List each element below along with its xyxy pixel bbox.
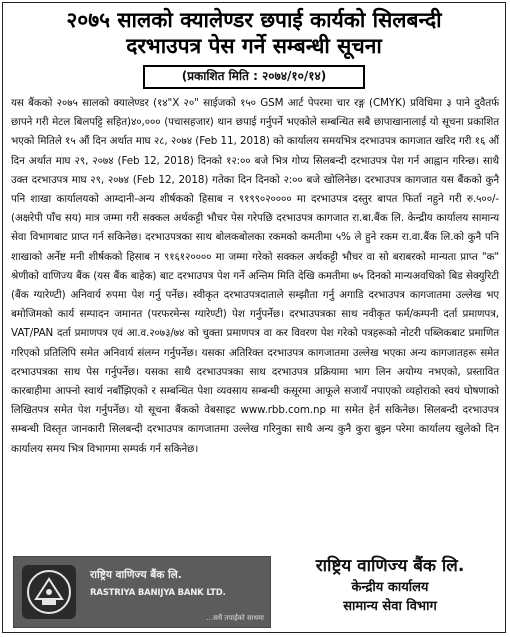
notice-title-line-1: २०७५ सालको क्यालेण्डर छपाई कार्यको सिलबन्दी xyxy=(66,8,442,32)
signature-bank-name: राष्ट्रिय वाणिज्य बैंक लि. xyxy=(315,556,465,576)
notice-frame xyxy=(2,2,506,633)
notice-body: यस बैंकको २०७५ सालको क्यालेण्डर (१४"X २०" साईजको १५० GSM आर्ट पेपरमा चार रङ्ग (CMYK) प्रविधिमा ३ पाने दुवैतर्फ छापने गरी मेटल बिलपट्टि सहित)४०,००० (पचासहजार) थान छपाई गर्नुपर्ने भएकोले सम्बन्धित सबै छापाखानालाई यो सूचना प्रकाशित भएको मितिले १५ औं दिन अर्थात माघ २८, २०७४ (Feb 11, 2018) को कार्यालय समयभित्र दरभाउपत्र कागजात खरिद गरी १६ औं दिन अर्थात माघ २९, २०७४ (Feb 12, 2018) दिनको १२:०० बजे भित्र गोप्य सिलबन्दी दरभाउपत्र पेश गर्न आह्वान गरिन्छ। साथै उक्त दरभाउपत्र माघ २९, २०७४ (Feb 12, 2018) गतेका दिन दिनको २:०० बजे खोलिनेछ। दरभाउपत्र कागजात यस बैंकको कुनै पनि शाखा कार्यालयको आम्दानी-अन्य शीर्षकको हिसाब न ९१९९०२०००० मा दरभाउपत्र दस्तुर बापत फिर्ता नहुने गरी रु.५००/- (अक्षरेपी पाँच सय) मात्र जम्मा गरी सक्कल अर्थकट्टी भौचर पेस गरेपछि दरभाउपत्र कागजात रा.बा.बैंक लि. केन्द्रीय कार्यालय सामान्य सेवा विभागबाट प्राप्त गर्न सकिनेछ। दरभाउपत्रका साथ बोलकबोलका रकमको कमतीमा ५% ले हुने रकम रा.वा.बैंक लि.को कुनै पनि शाखाको अर्नेष्ट मनी शीर्षकको हिसाब न ९१६१२०००० मा जम्मा गरेको सक्कल अर्थकट्टी भौचर वा सो बराबरको मान्यता प्राप्त "क" श्रेणीको वाणिज्य बैंक (यस बैंक बाहेक) बाट दरभाउपत्र पेश गर्ने अन्तिम मिति देखि कमतीमा ७५ दिनको मान्यअवधिको बिड सेक्युरिटी (बैंक ग्यारेण्टी) अनिवार्य रुपमा पेश गर्नु पर्नेछ। स्वीकृत दरभाउपत्रदाताले सम्झौता गर्नु अगाडि दरभाउपत्र कागजातमा उल्लेख भए बमोजिमको कार्य सम्पादन जमानत (परफरमेन्स ग्यारेण्टी) पेश गर्नुपर्नेछ। दरभाउपत्रका साथ नवीकृत फर्म/कम्पनी दर्ता प्रमाणपत्र, VAT/PAN दर्ता प्रमाणपत्र एवं आ.व.२०७३/७४ को चुक्ता प्रमाणपत्र वा कर विवरण पेश गरेको पत्रहरूको नोटरी पब्लिकबाट प्रमाणित गरिएको प्रतिलिपि समेत अनिवार्य संलग्न गर्नुपर्नेछ। यसका अतिरिक्त दरभाउपत्र कागजातमा उल्लेख भएका अन्य कागजातहरू समेत दरभाउपत्रका साथ पेस गर्नुपर्नेछ। यसका साथै दरभाउपत्रका साथ दरभाउपत्र प्रक्रियामा भाग लिन अयोग्य नभएको, प्रस्तावित कारबाहीमा आफ्नो स्वार्थ नबाँझिएको र सम्बन्धित पेशा व्यवसाय सम्बन्धी कसूरमा आफूले सजायँ नपाएको व्यहोराको स्वयं घोषणाको लिखितपत्र समेत पेश गर्नुपर्नेछ। यो सूचना बैंकको वेबसाइट www.rbb.com.np मा समेत हेर्न सकिनेछ। सिलबन्दी दरभाउपत्र सम्बन्धी विस्तृत जानकारी सिलबन्दी दरभाउपत्र कागजातमा उल्लेख गरिनुका साथै अन्य कुनै कुरा बुझ्न परेमा कार्यालय खुलेको दिन कार्यालय समय भित्र विभागमा सम्पर्क गर्न सकिनेछ। xyxy=(11,97,499,455)
notice-title-line-2: दरभाउपत्र पेस गर्ने सम्बन्धी सूचना xyxy=(126,34,382,58)
logo-tagline: ...सधैं तपाईंको साथमा xyxy=(206,614,264,622)
bank-emblem-icon xyxy=(22,565,76,619)
bank-logo xyxy=(13,556,271,628)
publication-date-box: (प्रकाशित मिति : २०७४/१०/१४) xyxy=(143,65,365,89)
logo-name-nepali: राष्ट्रिय वाणिज्य बैंक लि. xyxy=(90,569,182,581)
logo-name-english: RASTRIYA BANIJYA BANK LTD. xyxy=(90,588,226,598)
notice-footer xyxy=(3,550,505,632)
signature-department: सामान्य सेवा विभाग xyxy=(343,599,437,614)
signature-block xyxy=(275,554,505,616)
signature-office: केन्द्रीय कार्यालय xyxy=(351,580,429,595)
